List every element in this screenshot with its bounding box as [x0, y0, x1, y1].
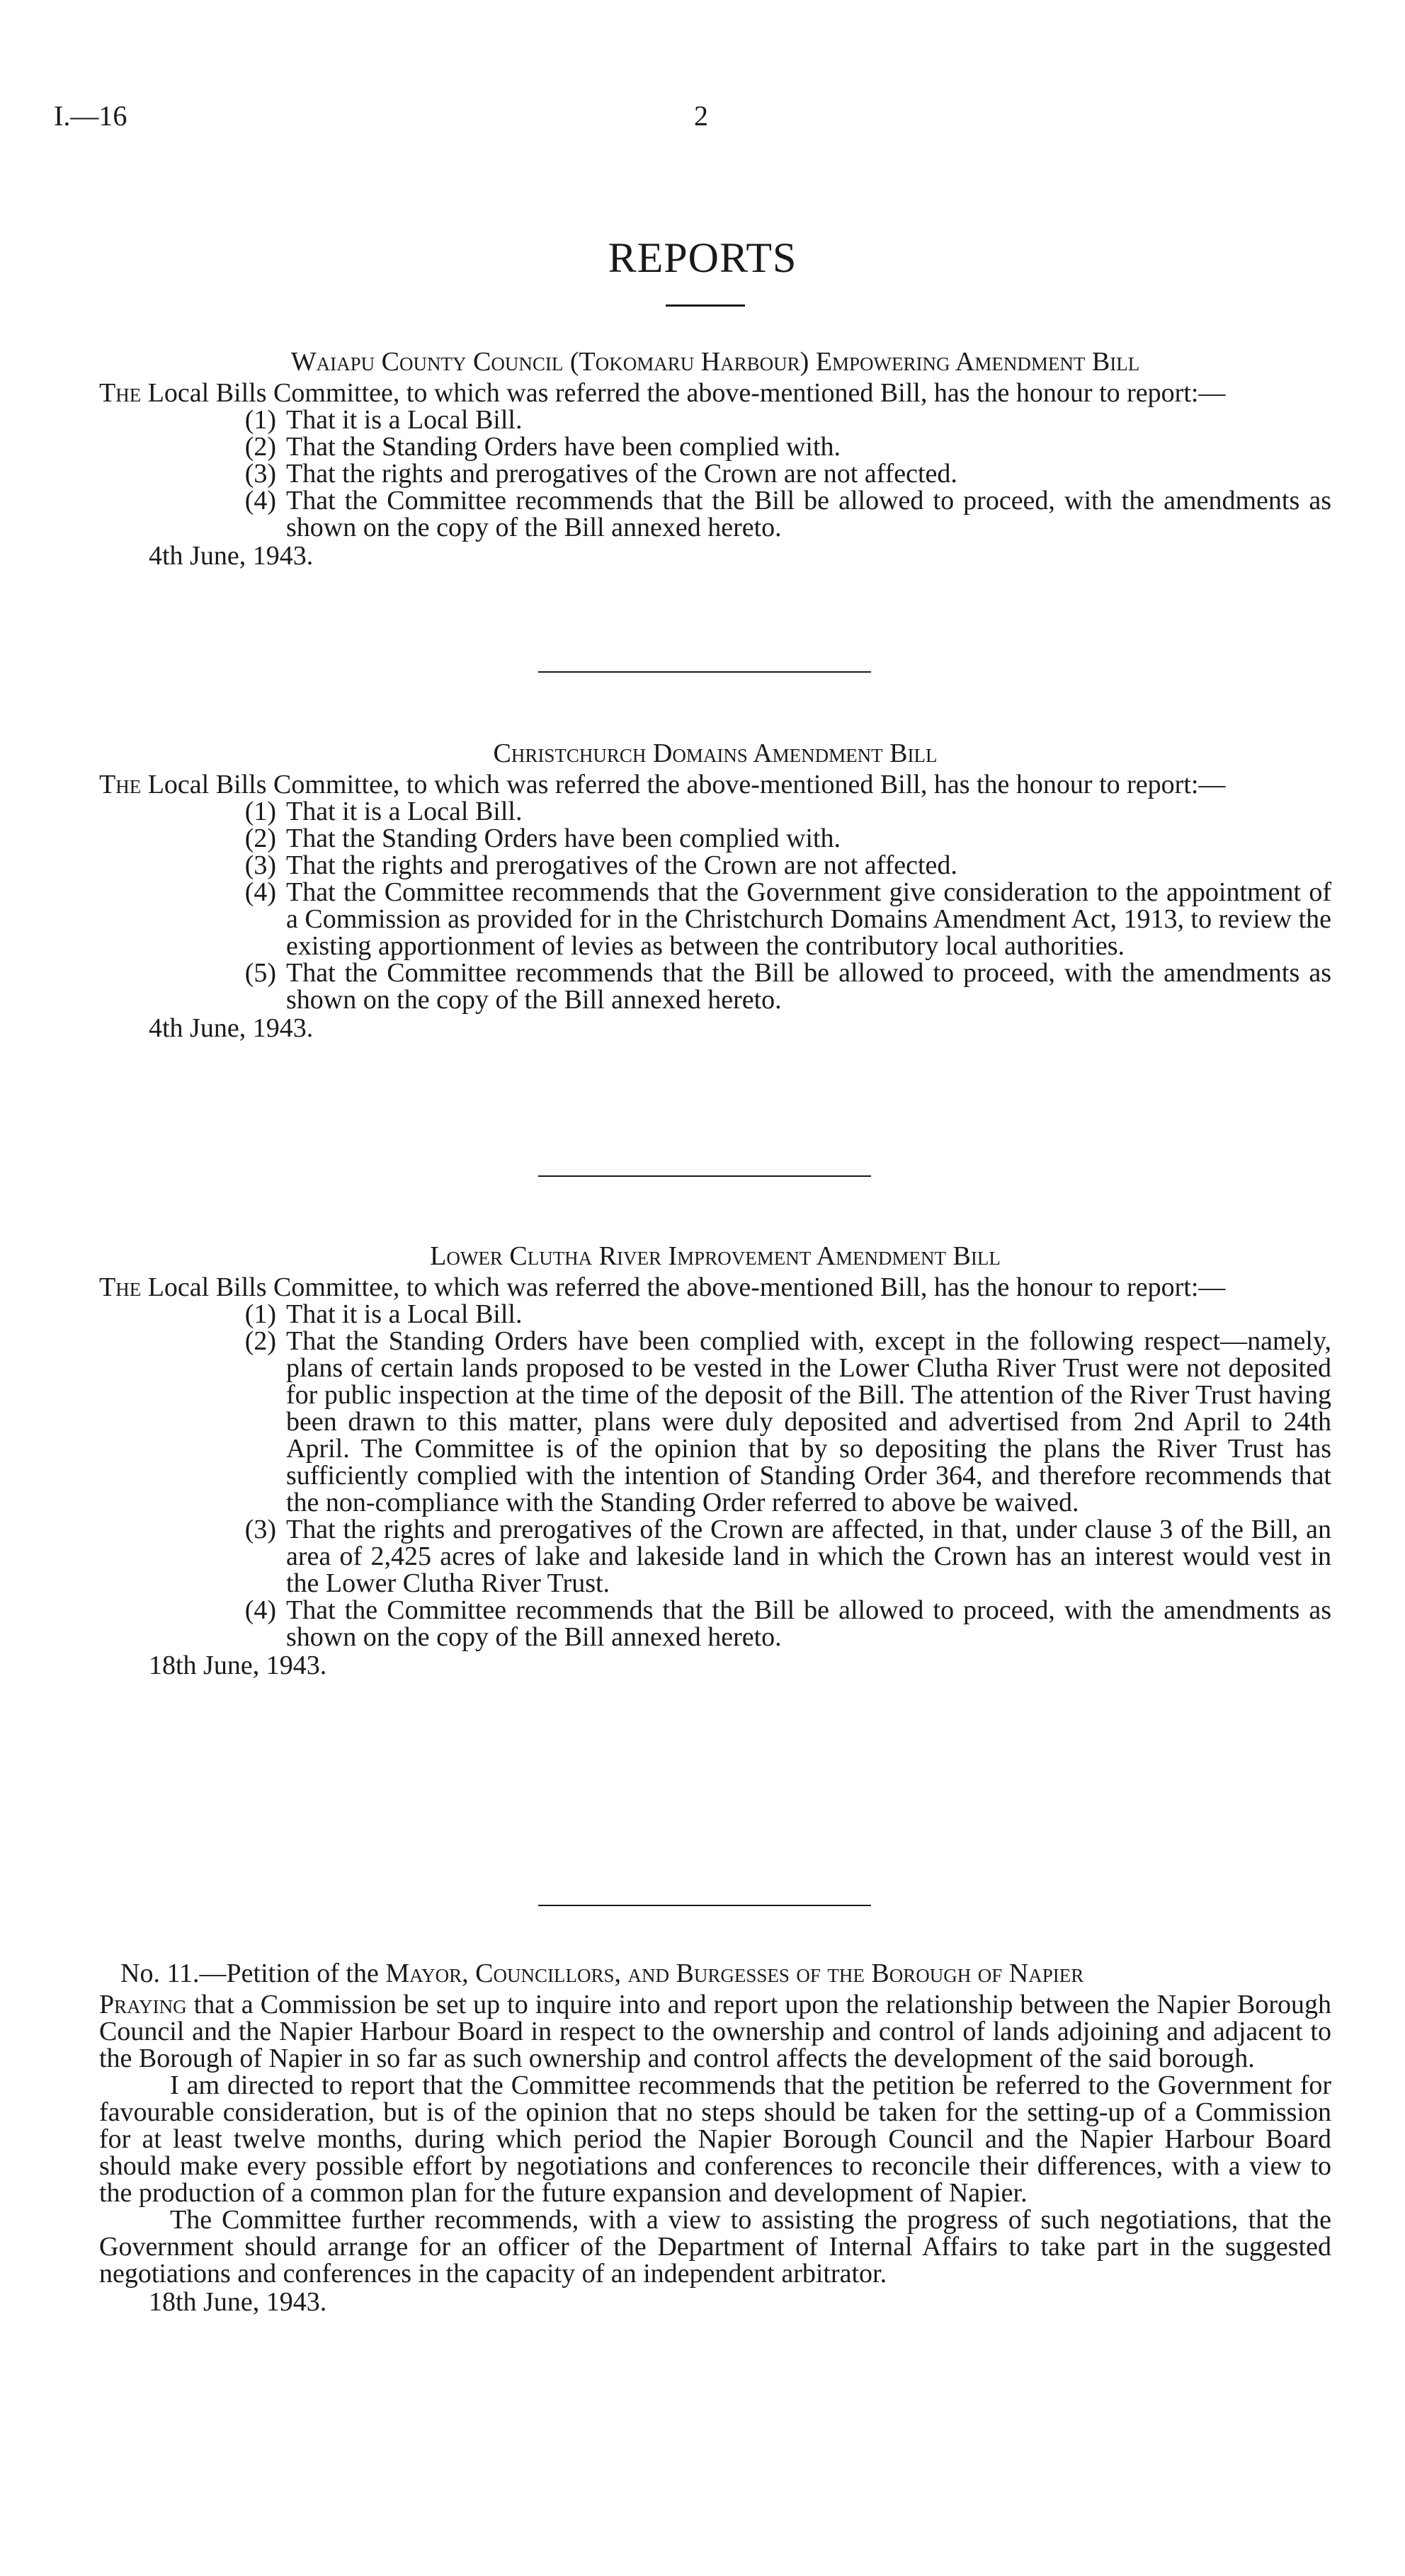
- report-date: 18th June, 1943.: [149, 2287, 327, 2317]
- list-item: (1) That it is a Local Bill.: [244, 405, 523, 435]
- petition-paragraph: Praying that a Commission be set up to inquire into and report upon the relationship between the Napier Borough Council and the Napier Harbour Board in respect to the ownership and control of lands adjoining and adjacent to the Borough of Napier in so far as such ownership and control affects the development of the said borough.: [99, 1990, 1331, 2073]
- list-item: (4) That the Committee recommends that the Bill be allowed to proceed, with the amendments as shown on the copy of the Bill annexed hereto.: [244, 1595, 1331, 1652]
- list-item: (1) That it is a Local Bill.: [244, 1299, 523, 1329]
- section-divider: [538, 1905, 871, 1906]
- report-waiapu: [99, 348, 1331, 569]
- page-title: REPORTS: [608, 234, 797, 281]
- title-rule: [666, 304, 745, 307]
- petition-paragraph: The Committee further recommends, with a view to assisting the progress of such negotiations, that the Government should arrange for an officer of the Department of Internal Affairs to take part in the suggested negotiations and conferences in the capacity of an independent arbitrator.: [99, 2205, 1331, 2289]
- list-item: (1) That it is a Local Bill.: [244, 797, 523, 826]
- list-item: (3) That the rights and prerogatives of the Crown are not affected.: [244, 850, 957, 880]
- petition-napier: [99, 1960, 1331, 2315]
- petition-paragraph: I am directed to report that the Committee recommends that the petition be referred to the Government for favourable consideration, but is of the opinion that no steps should be taken for the setting-up of a Commission for at least twelve months, during which period the Napier Borough Council and the Napier Harbour Board should make every possible effort by negotiations and conferences to reconcile their differences, with a view to the production of a common plan for the future expansion and development of Napier.: [99, 2070, 1331, 2208]
- report-date: 4th June, 1943.: [149, 1013, 314, 1043]
- section-divider: [538, 1175, 871, 1177]
- section-title: Lower Clutha River Improvement Amendment Bill: [430, 1241, 1001, 1271]
- section-intro: The Local Bills Committee, to which was referred the above-mentioned Bill, has the honour to report:—: [99, 770, 1226, 799]
- report-date: 18th June, 1943.: [149, 1651, 327, 1680]
- document-reference: I.—16: [54, 100, 127, 132]
- list-item: (2) That the Standing Orders have been complied with.: [244, 823, 841, 853]
- section-divider: [538, 671, 871, 673]
- list-item: (2) That the Standing Orders have been complied with.: [244, 432, 841, 462]
- section-title: Christchurch Domains Amendment Bill: [493, 739, 938, 768]
- list-item: (3) That the rights and prerogatives of the Crown are affected, in that, under clause 3 of the Bill, an area of 2,425 acres of lake and lakeside land in which the Crown has an interest would vest in the Lower Clutha River Trust.: [244, 1515, 1331, 1598]
- list-item: (2) That the Standing Orders have been complied with, except in the following respect—namely, plans of certain lands proposed to be vested in the Lower Clutha River Trust were not deposited for public inspection at the time of the deposit of the Bill. The attention of the River Trust having been drawn to this matter, plans were duly deposited and advertised from 2nd April to 24th April. The Committee is of the opinion that by so depositing the plans the River Trust has sufficiently complied with the intention of Standing Order 364, and therefore recommends that the non-compliance with the Standing Order referred to above be waived.: [244, 1326, 1331, 1517]
- report-date: 4th June, 1943.: [149, 541, 314, 571]
- petition-title: No. 11.—Petition of the Mayor, Councillors, and Burgesses of the Borough of Napier: [120, 1959, 1084, 1988]
- page-number: 2: [694, 100, 708, 132]
- report-lower-clutha: [99, 1243, 1331, 1679]
- list-item: (4) That the Committee recommends that the Bill be allowed to proceed, with the amendments as shown on the copy of the Bill annexed hereto.: [244, 486, 1331, 542]
- section-intro: The Local Bills Committee, to which was referred the above-mentioned Bill, has the honour to report:—: [99, 378, 1226, 408]
- list-item: (4) That the Committee recommends that the Government give consideration to the appointment of a Commission as provided for in the Christchurch Domains Amendment Act, 1913, to review the existing apportionment of levies as between the contributory local authorities.: [244, 877, 1331, 961]
- section-title: Waiapu County Council (Tokomaru Harbour) Empowering Amendment Bill: [290, 347, 1140, 377]
- list-item: (3) That the rights and prerogatives of the Crown are not affected.: [244, 459, 957, 489]
- section-intro: The Local Bills Committee, to which was referred the above-mentioned Bill, has the honour to report:—: [99, 1272, 1226, 1302]
- list-item: (5) That the Committee recommends that the Bill be allowed to proceed, with the amendments as shown on the copy of the Bill annexed hereto.: [244, 958, 1331, 1015]
- report-christchurch: [99, 740, 1331, 1042]
